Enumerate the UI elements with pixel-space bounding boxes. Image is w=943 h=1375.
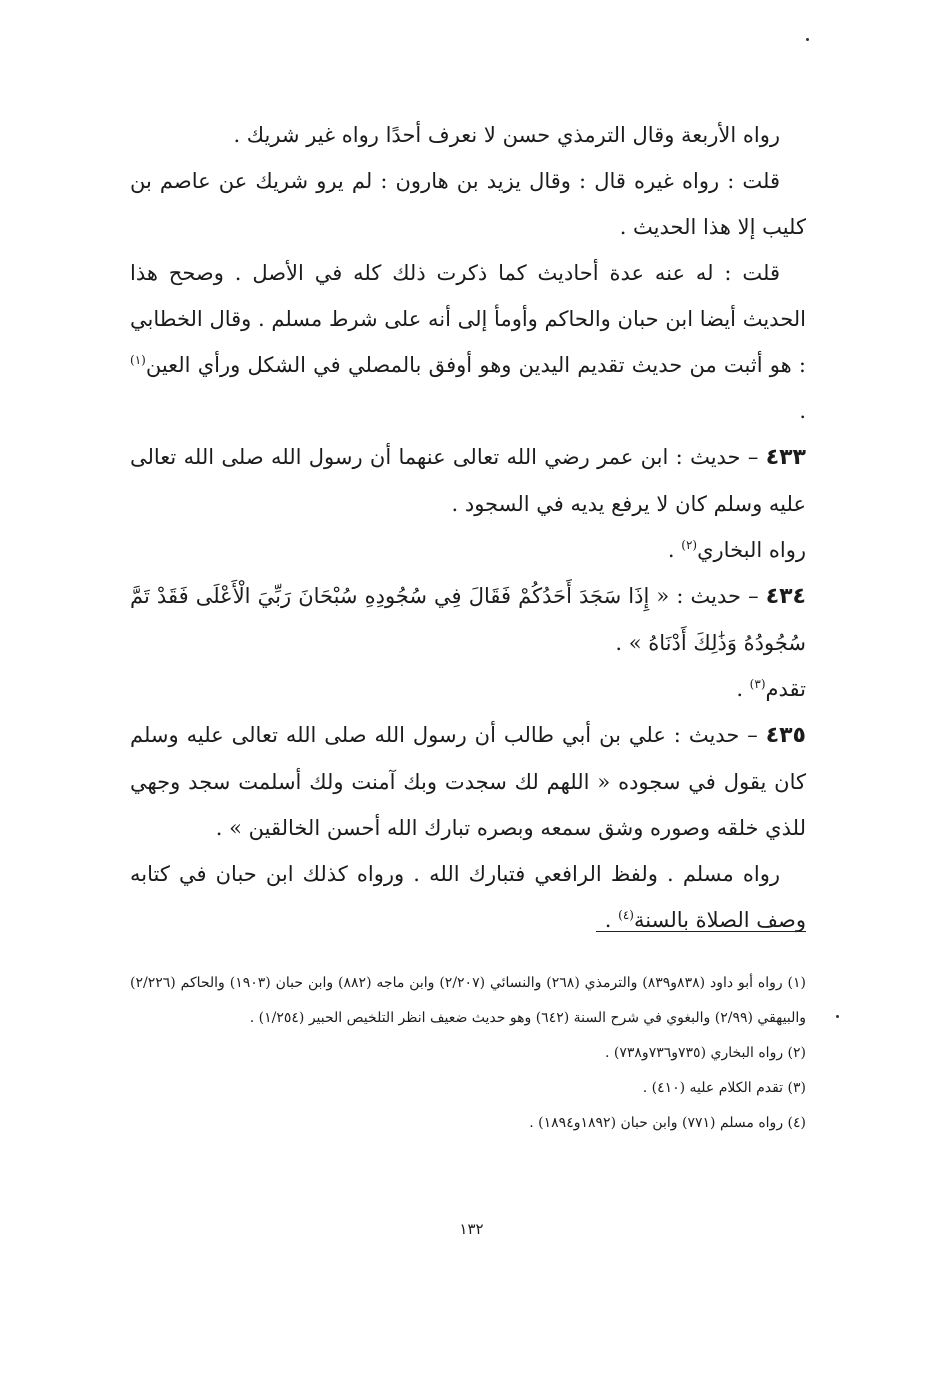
scan-speck xyxy=(836,1015,839,1018)
footnote-ref: (٤) xyxy=(618,908,634,922)
paragraph: رواه الأربعة وقال الترمذي حسن لا نعرف أحدًا رواه غير شريك . xyxy=(233,123,780,147)
paragraph: قلت : له عنه عدة أحاديث كما ذكرت ذلك كله في الأصل . وصحح هذا الحديث أيضا ابن حبان والحاكم وأومأ إلى أنه على شرط مسلم . وقال الخطابي : هو أثبت من حديث تقديم اليدين وهو أوفق بالمصلي في الشكل ورأي العين$^{(١)}$ . xyxy=(130,261,806,423)
footnote-ref: (٣) xyxy=(749,677,766,691)
main-text xyxy=(130,112,806,943)
paragraph: تقدم$^{(٣)}$ . xyxy=(736,677,806,701)
footnotes xyxy=(130,966,806,1141)
hadith-entry: ٤٣٣ – حديث : ابن عمر رضي الله تعالى عنهما أن رسول الله صلى الله تعالى عليه وسلم كان لا يرفع يديه في السجود . xyxy=(130,445,806,516)
hadith-entry: ٤٣٤ – حديث : « إِذَا سَجَدَ أَحَدُكُمْ فَقَالَ فِي سُجُودِهِ سُبْحَانَ رَبِّيَ الْأَعْلَى فَقَدْ تَمَّ سُجُودُهُ وَذَٰلِكَ أَدْنَاهُ » . xyxy=(130,584,806,655)
footnote: (٤) رواه مسلم (٧٧١) وابن حبان (١٨٩٢و١٨٩٤) . xyxy=(529,1115,806,1131)
footnote: (٢) رواه البخاري (٧٣٥و٧٣٦و٧٣٨) . xyxy=(604,1045,806,1061)
scan-speck xyxy=(806,38,809,41)
footnote: (١) رواه أبو داود (٨٣٨و٨٣٩) والترمذي (٢٦٨) والنسائي (٢/٢٠٧) وابن ماجه (٨٨٢) وابن حبان (١٩٠٣) والحاكم (٢/٢٢٦) والبيهقي (٢/٩٩) والبغوي في شرح السنة (٦٤٢) وهو حديث ضعيف انظر التلخيص الحبير (١/٢٥٤) . xyxy=(130,975,806,1026)
footnote: (٣) تقدم الكلام عليه (٤١٠) . xyxy=(642,1080,806,1096)
hadith-number: ٤٣٤ xyxy=(765,584,806,609)
hadith-number: ٤٣٥ xyxy=(765,723,806,748)
page-number: ١٣٢ xyxy=(459,1220,484,1238)
footnote-ref: (٢) xyxy=(681,538,698,552)
hadith-number: ٤٣٣ xyxy=(765,445,806,470)
paragraph: قلت : رواه غيره قال : وقال يزيد بن هارون : لم يرو شريك عن عاصم بن كليب إلا هذا الحديث . xyxy=(130,169,806,239)
hadith-entry: ٤٣٥ – حديث : علي بن أبي طالب أن رسول الله صلى الله تعالى عليه وسلم كان يقول في سجوده « اللهم لك سجدت وبك آمنت ولك أسلمت سجد وجهي للذي خلقه وصوره وشق سمعه وبصره تبارك الله أحسن الخالقين » . xyxy=(130,723,806,840)
paragraph: رواه البخاري$^{(٢)}$ . xyxy=(667,538,806,562)
paragraph: رواه مسلم . ولفظ الرافعي فتبارك الله . ورواه كذلك ابن حبان في كتابه وصف الصلاة بالسنة$^{(٤)}$ . xyxy=(130,862,806,932)
footnote-separator xyxy=(596,931,806,932)
footnote-ref: (١) xyxy=(130,353,146,367)
